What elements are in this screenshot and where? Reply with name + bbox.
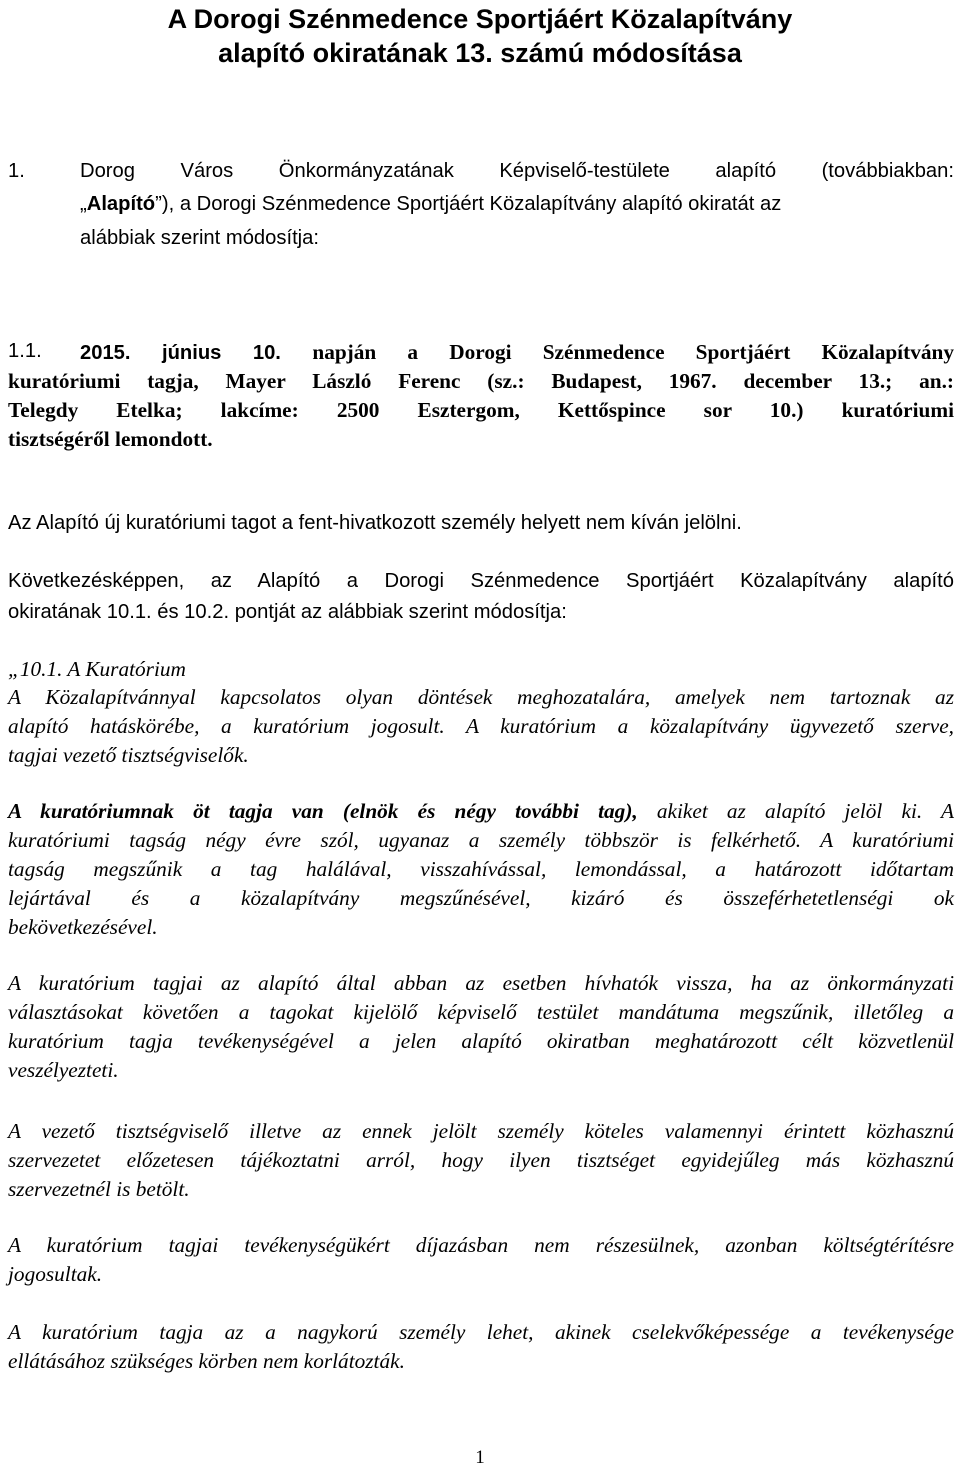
s1-line-1: Dorog Város Önkormányzatának Képviselő-testülete alapító (továbbiakban:: [80, 160, 954, 182]
s11-line-3: Telegdy Etelka; lakcíme: 2500 Esztergom, Kettőspince sor 10.) kuratóriumi: [8, 398, 954, 422]
q2-line-5: bekövetkezésével.: [8, 915, 158, 939]
q4-line-2: szervezetet előzetesen tájékoztatni arról, hogy ilyen tisztséget egyidejűleg más közhasznú: [8, 1148, 954, 1172]
q3-line-4: veszélyezteti.: [8, 1058, 119, 1082]
q1-line-2: alapító hatáskörébe, a kuratórium jogosult. A kuratórium a közalapítvány ügyvezető szerve,: [8, 714, 954, 738]
s11-line-4: tisztségéről lemondott.: [8, 427, 213, 451]
q2-line-3: tagság megszűnik a tag halálával, visszahívással, lemondással, a határozott időtartam: [8, 857, 954, 881]
s11-line-2: kuratóriumi tagja, Mayer László Ferenc (sz.: Budapest, 1967. december 13.; an.:: [8, 369, 954, 393]
p-consequently-line-1: Következésképpen, az Alapító a Dorogi Szénmedence Sportjáért Közalapítvány alapító: [8, 570, 954, 592]
q5-line-2: jogosultak.: [8, 1262, 103, 1286]
q5-line-1: A kuratórium tagjai tevékenységükért díjazásban nem részesülnek, azonban költségtérítésre: [8, 1233, 954, 1257]
section-1-1-number: 1.1.: [8, 340, 42, 362]
p-no-new-member: Az Alapító új kuratóriumi tagot a fent-hivatkozott személy helyett nem kíván jelölni.: [8, 512, 742, 534]
q4-line-3: szervezetnél is betölt.: [8, 1177, 190, 1201]
q6-line-1: A kuratórium tagja az a nagykorú személy lehet, akinek cselekvőképessége a tevékenysége: [8, 1320, 954, 1344]
q2-line-1: A kuratóriumnak öt tagja van (elnök és négy további tag), akiket az alapító jelöl ki. A: [8, 799, 954, 823]
title-line-1: A Dorogi Szénmedence Sportjáért Közalapítvány: [167, 4, 793, 34]
q2-line-2: kuratóriumi tagság négy évre szól, ugyanaz a személy többször is felkérhető. A kuratóriumi: [8, 828, 954, 852]
q1-line-1: A Közalapítvánnyal kapcsolatos olyan döntések meghozatalára, amelyek nem tartoznak az: [8, 685, 954, 709]
p-consequently-line-2: okiratának 10.1. és 10.2. pontját az alábbiak szerint módosítja:: [8, 601, 567, 623]
q2-line-4: lejártával és a közalapítvány megszűnésével, kizáró és összeférhetetlenségi ok: [8, 886, 954, 910]
title-line-2: alapító okiratának 13. számú módosítása: [218, 38, 742, 68]
q1-line-3: tagjai vezető tisztségviselők.: [8, 743, 249, 767]
q3-line-2: választásokat követően a tagokat kijelölő képviselő testület mandátuma megszűnik, illetőleg a: [8, 1000, 954, 1024]
q3-line-3: kuratórium tagja tevékenységével a jelen alapító okiratban meghatározott célt közvetlenül: [8, 1029, 954, 1053]
section-1-number: 1.: [8, 160, 25, 182]
q6-line-2: ellátásához szükséges körben nem korlátozták.: [8, 1349, 405, 1373]
q4-line-1: A vezető tisztségviselő illetve az ennek jelölt személy köteles valamennyi érintett közhasznú: [8, 1119, 954, 1143]
page-number: 1: [475, 1447, 485, 1468]
s1-line-2: „Alapító”), a Dorogi Szénmedence Sportjáért Közalapítvány alapító okiratát az: [80, 193, 782, 215]
q3-line-1: A kuratórium tagjai az alapító által abban az esetben hívhatók vissza, ha az önkormányzati: [8, 971, 954, 995]
s1-line-3: alábbiak szerint módosítja:: [80, 227, 320, 249]
s11-line-1: 2015. június 10. napján a Dorogi Szénmedence Sportjáért Közalapítvány: [80, 340, 954, 364]
quote-heading: „10.1. A Kuratórium: [8, 657, 186, 681]
